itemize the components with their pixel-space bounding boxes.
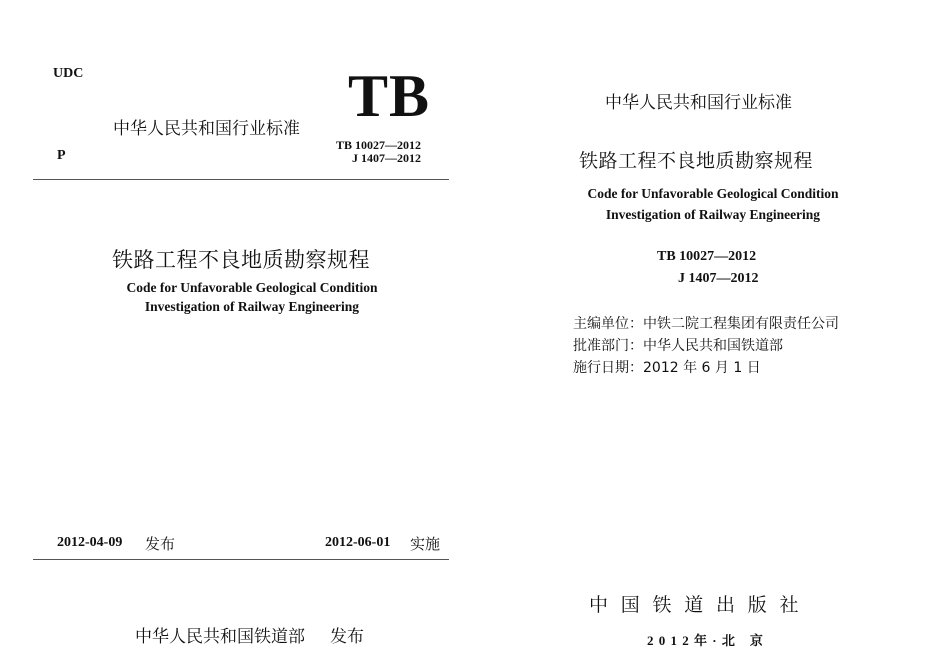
industry-standard-heading: 中华人民共和国行业标准 — [113, 119, 300, 139]
publisher-action: 发布 — [330, 627, 364, 647]
top-divider — [33, 179, 449, 180]
title-en-line1: Code for Unfavorable Geological Condition — [587, 186, 839, 201]
code-tb: TB 10027—2012 — [336, 138, 422, 152]
tb-logo: TB — [348, 63, 431, 129]
editor-label: 主编单位： — [573, 316, 643, 332]
implementation-label: 实施 — [410, 535, 441, 553]
effective-value: 2012 年 6 月 1 日 — [643, 360, 761, 376]
title-en-line2: Investigation of Railway Engineering — [605, 207, 821, 222]
p-label: P — [57, 148, 66, 163]
approver-label: 批准部门： — [573, 338, 643, 354]
approver-value: 中华人民共和国铁道部 — [643, 338, 783, 354]
press-year-place: 2 0 1 2 年 · 北 京 — [647, 633, 764, 648]
title-cn: 铁路工程不良地质勘察规程 — [579, 150, 814, 172]
effective-row — [573, 357, 761, 377]
implementation-date: 2012-06-01 — [325, 535, 391, 550]
effective-label: 施行日期： — [573, 360, 643, 376]
publisher: 中华人民共和国铁道部 — [135, 627, 305, 647]
editor-row — [573, 313, 839, 333]
approver-row — [573, 335, 783, 355]
code-tb: TB 10027—2012 — [657, 249, 757, 264]
press-name: 中 国 铁 道 出 版 社 — [589, 595, 803, 616]
title-cn: 铁路工程不良地质勘察规程 — [112, 248, 370, 272]
editor-value: 中铁二院工程集团有限责任公司 — [643, 316, 839, 332]
bottom-divider — [33, 559, 449, 560]
title-en-line2: Investigation of Railway Engineering — [144, 299, 360, 314]
issue-date: 2012-04-09 — [57, 535, 123, 550]
title-en-line1: Code for Unfavorable Geological Condition — [126, 280, 378, 295]
issue-label: 发布 — [145, 535, 176, 553]
code-j: J 1407—2012 — [352, 151, 421, 165]
udc-label: UDC — [53, 66, 84, 81]
industry-standard-heading: 中华人民共和国行业标准 — [605, 93, 792, 113]
right-page — [475, 0, 950, 666]
code-j: J 1407—2012 — [678, 271, 759, 286]
